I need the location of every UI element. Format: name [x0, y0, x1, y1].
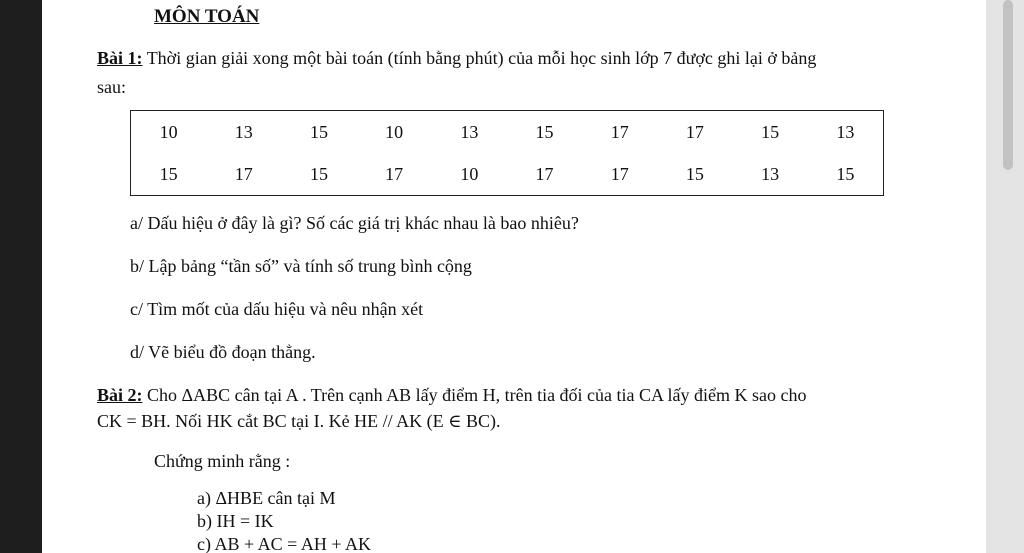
- table-cell: 13: [460, 121, 479, 142]
- table-cell: 10: [159, 121, 178, 142]
- scrollbar-thumb[interactable]: [1003, 0, 1013, 170]
- exercise-1-text: Thời gian giải xong một bài toán (tính bằng phút) của mỗi học sinh lớp 7 được ghi lại ở bảng: [142, 48, 817, 68]
- exercise-2-line-1: [97, 381, 807, 409]
- table-cell: 13: [836, 121, 855, 142]
- table-cell: 10: [385, 121, 404, 142]
- table-cell: 15: [309, 163, 328, 184]
- table-cell: 15: [685, 163, 704, 184]
- subject-title: MÔN TOÁN: [154, 6, 260, 27]
- question-d: d/ Vẽ biểu đồ đoạn thẳng.: [130, 342, 316, 362]
- exercise-1-line-1: [97, 44, 816, 72]
- table-cell: 10: [460, 163, 479, 184]
- table-cell: 17: [610, 163, 629, 184]
- left-margin: [0, 0, 42, 553]
- question-c: c/ Tìm mốt của dấu hiệu và nêu nhận xét: [130, 299, 424, 319]
- table-cell: 15: [309, 121, 328, 142]
- question-b: b/ Lập bảng “tần số” và tính số trung bình cộng: [130, 256, 472, 276]
- exercise-1-line-2: sau:: [97, 77, 126, 97]
- exercise-2-line-2: CK = BH. Nối HK cắt BC tại I. Kẻ HE // AK (E ∈ BC).: [97, 411, 501, 431]
- table-cell: 15: [535, 121, 554, 142]
- proof-item-a: a) ΔHBE cân tại M: [197, 488, 336, 508]
- prove-intro: Chứng minh rằng :: [154, 451, 291, 471]
- exercise-1-label: Bài 1:: [97, 48, 143, 68]
- table-cell: 15: [836, 163, 855, 184]
- table-cell: 17: [385, 163, 404, 184]
- exercise-2-label: Bài 2:: [97, 385, 143, 405]
- table-row: [131, 111, 883, 153]
- table-cell: 17: [610, 121, 629, 142]
- document-page: [42, 0, 986, 553]
- table-cell: 13: [761, 163, 780, 184]
- proof-item-c: c) AB + AC = AH + AK: [197, 534, 371, 553]
- table-cell: 13: [234, 121, 253, 142]
- question-a: a/ Dấu hiệu ở đây là gì? Số các giá trị khác nhau là bao nhiêu?: [130, 213, 579, 233]
- table-cell: 17: [685, 121, 704, 142]
- table-cell: 17: [535, 163, 554, 184]
- exercise-2-text: Cho ΔABC cân tại A . Trên cạnh AB lấy điểm H, trên tia đối của tia CA lấy điểm K sao cho: [142, 385, 807, 405]
- table-cell: 15: [761, 121, 780, 142]
- table-cell: 17: [234, 163, 253, 184]
- table-cell: 15: [159, 163, 178, 184]
- table-row: [131, 153, 883, 195]
- data-table: [130, 110, 884, 196]
- proof-item-b: b) IH = IK: [197, 511, 274, 531]
